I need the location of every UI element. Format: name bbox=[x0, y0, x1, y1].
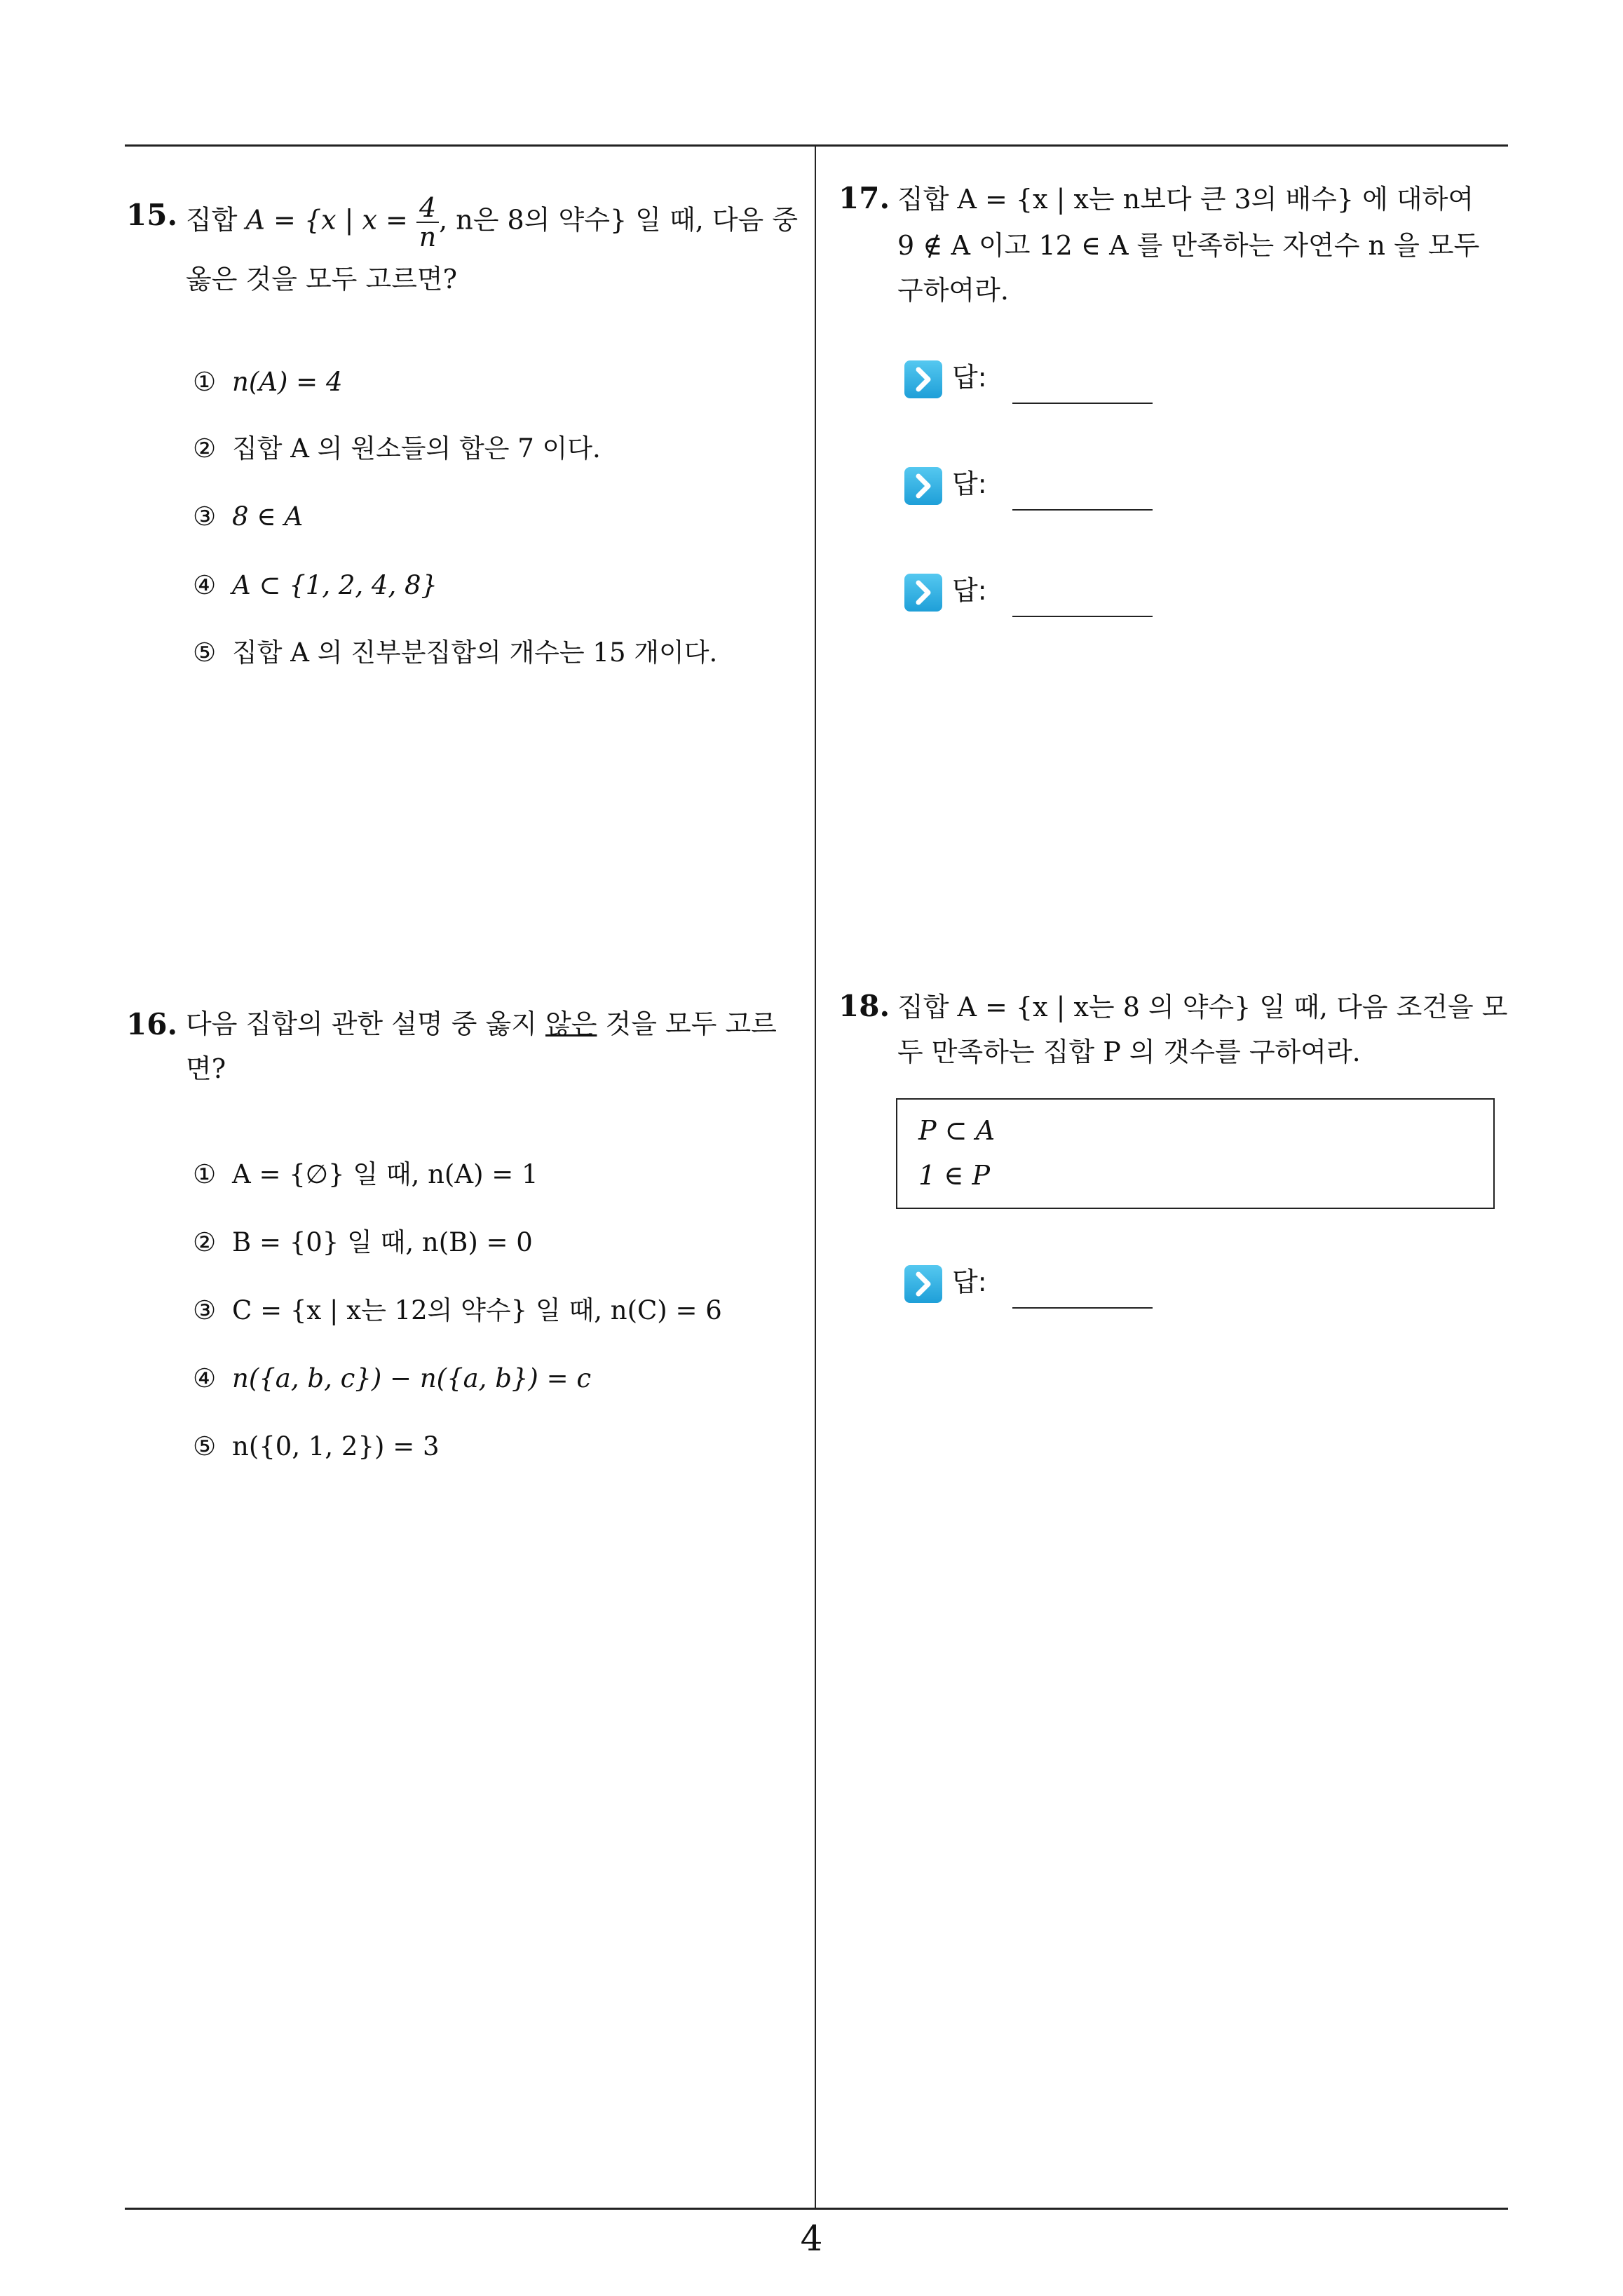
question-number: 17. bbox=[838, 181, 890, 215]
option-4[interactable] bbox=[193, 1361, 591, 1396]
condition-box bbox=[896, 1098, 1495, 1209]
page-number: 4 bbox=[800, 2218, 823, 2259]
fraction bbox=[416, 194, 439, 251]
option-mark: ⑤ bbox=[193, 637, 217, 668]
question-stem-line1: 집합 A = {x | x는 n보다 큰 3의 배수} 에 대하여 bbox=[897, 184, 1474, 215]
option-3[interactable] bbox=[193, 499, 303, 534]
option-text: B = {0} 일 때, n(B) = 0 bbox=[232, 1227, 533, 1257]
question-stem-line2: 9 ∉ A 이고 12 ∈ A 를 만족하는 자연수 n 을 모두 bbox=[897, 230, 1480, 261]
chevron-right-icon bbox=[904, 574, 942, 612]
option-mark: ④ bbox=[193, 1363, 217, 1393]
option-mark: ③ bbox=[193, 1295, 217, 1325]
answer-line bbox=[1012, 1307, 1153, 1309]
answer-field-1[interactable] bbox=[904, 358, 1185, 407]
stem-text: 집합 bbox=[186, 204, 246, 236]
column-divider bbox=[815, 144, 816, 2209]
question-stem-line2: 옳은 것을 모두 고르면? bbox=[186, 264, 457, 295]
option-mark: ② bbox=[193, 1227, 217, 1257]
option-mark: ① bbox=[193, 1159, 217, 1189]
answer-label: 답: bbox=[952, 362, 987, 393]
stem-text: 다음 집합의 관한 설명 중 옳지 bbox=[186, 1008, 545, 1039]
chevron-right-icon bbox=[904, 1265, 942, 1303]
option-text: 8 ∈ A bbox=[232, 501, 304, 532]
option-mark: ③ bbox=[193, 501, 217, 532]
option-mark: ⑤ bbox=[193, 1431, 217, 1461]
option-text: n({a, b, c}) − n({a, b}) = c bbox=[232, 1363, 592, 1393]
condition-2: 1 ∈ P bbox=[918, 1160, 991, 1191]
answer-field[interactable] bbox=[904, 1262, 1185, 1311]
question-stem bbox=[186, 194, 798, 251]
option-text: n({0, 1, 2}) = 3 bbox=[232, 1431, 440, 1461]
top-rule bbox=[125, 144, 1508, 147]
option-3[interactable] bbox=[193, 1293, 722, 1328]
answer-line bbox=[1012, 403, 1153, 404]
question-stem-line2: 면? bbox=[186, 1053, 226, 1084]
question-stem bbox=[186, 1001, 777, 1046]
chevron-right-icon bbox=[904, 360, 942, 398]
option-2[interactable] bbox=[193, 1225, 533, 1260]
answer-field-3[interactable] bbox=[904, 571, 1185, 620]
option-text: A = {∅} 일 때, n(A) = 1 bbox=[232, 1159, 538, 1189]
option-text: A ⊂ {1, 2, 4, 8} bbox=[232, 570, 438, 600]
stem-text: = {x | x = bbox=[264, 204, 416, 236]
fraction-denominator: n bbox=[419, 222, 437, 252]
underlined-word: 않은 bbox=[545, 1008, 597, 1039]
question-stem-line3: 구하여라. bbox=[897, 275, 1009, 306]
option-2[interactable] bbox=[193, 431, 601, 466]
stem-text: 것을 모두 고르 bbox=[597, 1008, 777, 1039]
chevron-right-icon bbox=[904, 467, 942, 505]
option-mark: ② bbox=[193, 433, 217, 464]
answer-field-2[interactable] bbox=[904, 464, 1185, 513]
option-1[interactable] bbox=[193, 365, 343, 400]
set-variable: A bbox=[245, 204, 265, 236]
option-text: C = {x | x는 12의 약수} 일 때, n(C) = 6 bbox=[232, 1295, 722, 1325]
answer-label: 답: bbox=[952, 468, 987, 499]
option-5[interactable] bbox=[193, 1429, 440, 1464]
answer-line bbox=[1012, 616, 1153, 617]
question-number: 16. bbox=[126, 1007, 178, 1041]
fraction-numerator: 4 bbox=[416, 194, 439, 223]
option-text: n(A) = 4 bbox=[232, 367, 343, 397]
condition-1: P ⊂ A bbox=[918, 1115, 996, 1146]
question-number: 15. bbox=[126, 198, 178, 232]
answer-line bbox=[1012, 509, 1153, 511]
question-number: 18. bbox=[838, 989, 890, 1023]
answer-label: 답: bbox=[952, 575, 987, 606]
option-1[interactable] bbox=[193, 1157, 538, 1192]
option-mark: ④ bbox=[193, 570, 217, 600]
answer-label: 답: bbox=[952, 1267, 987, 1297]
option-5[interactable] bbox=[193, 635, 717, 670]
option-mark: ① bbox=[193, 367, 217, 397]
option-text: 집합 A 의 원소들의 합은 7 이다. bbox=[232, 433, 601, 464]
bottom-rule bbox=[125, 2208, 1508, 2210]
option-4[interactable] bbox=[193, 568, 437, 603]
stem-text: , n은 8의 약수} 일 때, 다음 중 bbox=[439, 204, 799, 236]
option-text: 집합 A 의 진부분집합의 개수는 15 개이다. bbox=[232, 637, 718, 668]
question-stem-line2: 두 만족하는 집합 P 의 갯수를 구하여라. bbox=[897, 1036, 1361, 1067]
question-stem-line1: 집합 A = {x | x는 8 의 약수} 일 때, 다음 조건을 모 bbox=[897, 992, 1508, 1022]
